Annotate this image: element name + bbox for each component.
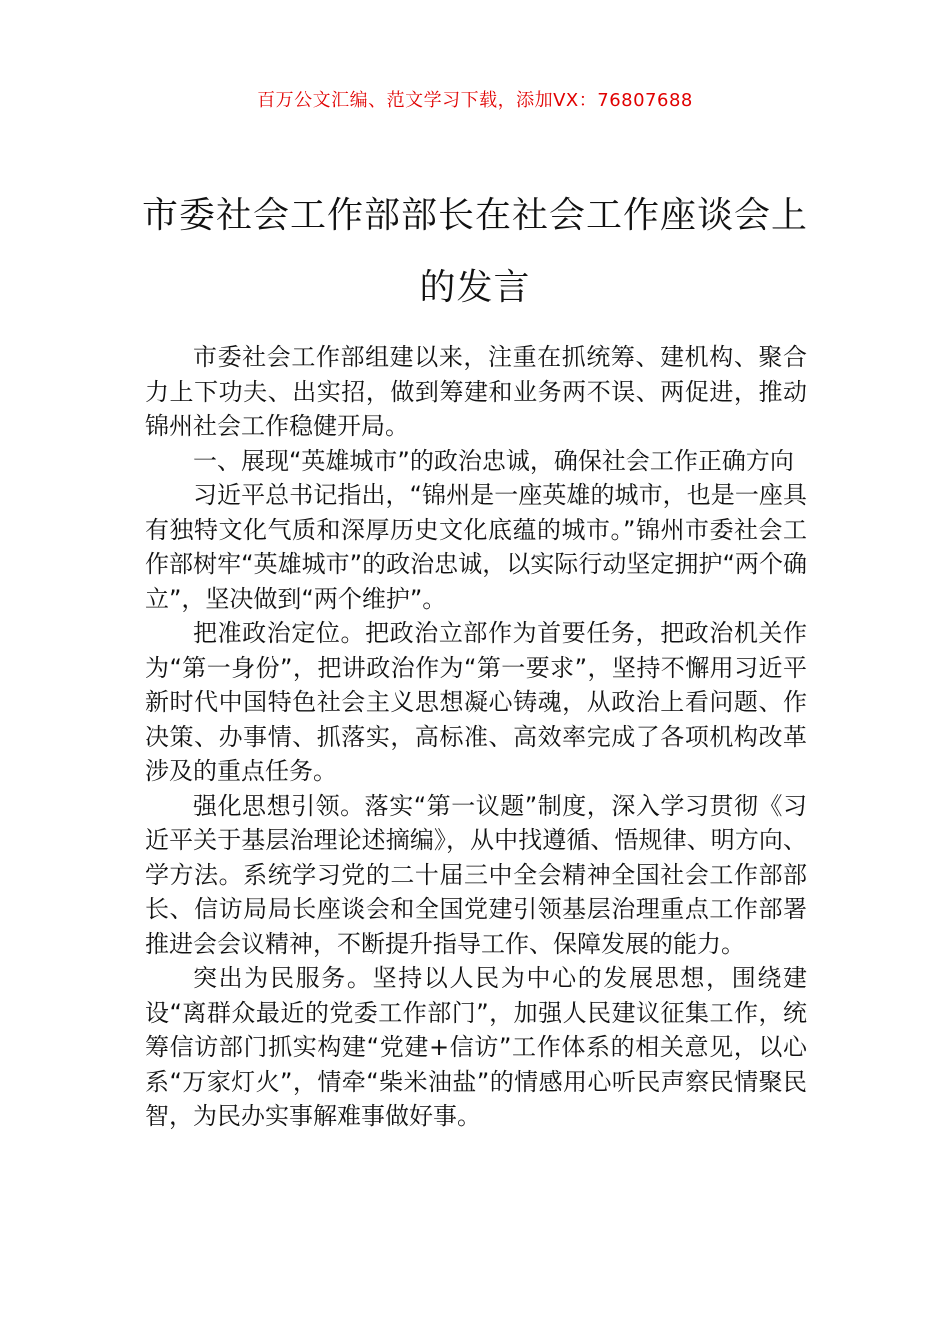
paragraph-serving-people: 突出为民服务。坚持以人民为中心的发展思想，围绕建设“离群众最近的党委工作部门”，加强人民建议征集工作，统筹信访部门抓实构建“党建+信访”工作体系的相关意见，以心系“万家灯火”，情牵“柴米油盐”的情感用心听民声察民情聚民智，为民办实事解难事做好事。 (145, 964, 807, 1130)
header-notice: 百万公文汇编、范文学习下载，添加VX：76807688 (257, 90, 693, 111)
paragraph-quote: 习近平总书记指出，“锦州是一座英雄的城市，也是一座具有独特文化气质和深厚历史文化底蕴的城市。”锦州市委社会工作部树牢“英雄城市”的政治忠诚，以实际行动坚定拥护“两个确立”，坚决做到“两个维护”。 (145, 481, 807, 613)
title-line-1: 市委社会工作部部长在社会工作座谈会上 (141, 195, 808, 236)
paragraph-intro: 市委社会工作部组建以来，注重在抓统筹、建机构、聚合力上下功夫、出实招，做到筹建和业务两不误、两促进，推动锦州社会工作稳健开局。 (145, 343, 807, 440)
section-heading-1: 一、展现“英雄城市”的政治忠诚，确保社会工作正确方向 (193, 446, 794, 475)
paragraph-ideological-guidance: 强化思想引领。落实“第一议题”制度，深入学习贯彻《习近平关于基层治理论述摘编》，从中找遵循、悟规律、明方向、学方法。系统学习党的二十届三中全会精神全国社会工作部部长、信访局局长座谈会和全国党建引领基层治理重点工作部署推进会会议精神，不断提升指导工作、保障发展的能力。 (145, 791, 807, 958)
title-line-2: 的发言 (419, 267, 531, 308)
document-title (140, 180, 810, 324)
paragraph-political-positioning: 把准政治定位。把政治立部作为首要任务，把政治机关作为“第一身份”，把讲政治作为“第一要求”，坚持不懈用习近平新时代中国特色社会主义思想凝心铸魂，从政治上看问题、作决策、办事情、抓落实，高标准、高效率完成了各项机构改革涉及的重点任务。 (145, 619, 807, 785)
document-body (145, 340, 807, 1134)
